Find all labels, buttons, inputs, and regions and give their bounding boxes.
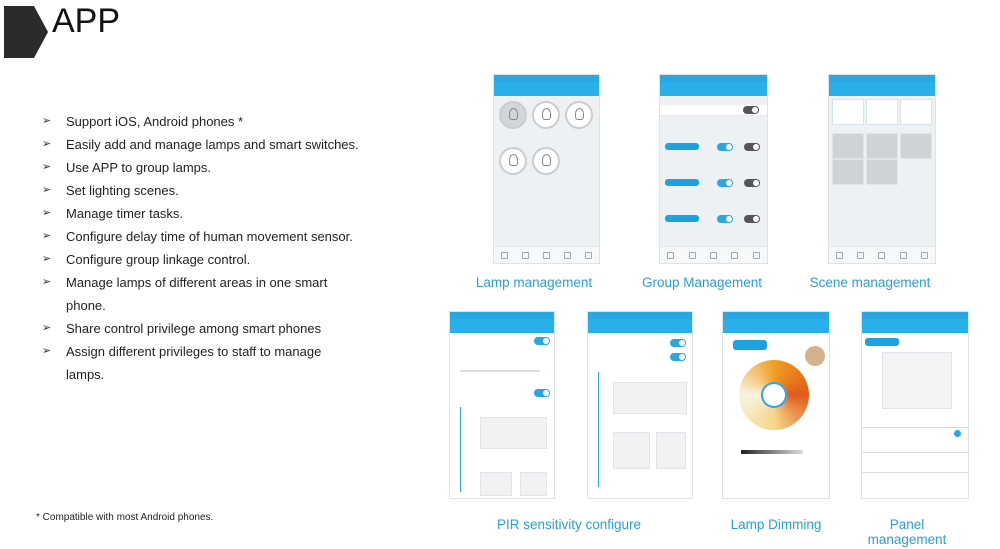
list-item: ➢ Manage timer tasks. [42, 202, 362, 225]
lightbulb-icon [532, 147, 560, 175]
scene-management-screenshot [828, 74, 936, 264]
bullet-icon: ➢ [42, 161, 52, 173]
caption-group-management: Group Management [641, 275, 763, 290]
toggle-switch-icon [743, 106, 759, 114]
toggle-switch-icon [534, 337, 550, 345]
list-item: ➢ Set lighting scenes. [42, 179, 362, 202]
bullet-icon: ➢ [42, 276, 52, 288]
feature-list [42, 110, 362, 386]
list-item: ➢ Support iOS, Android phones * [42, 110, 362, 133]
toggle-switch-icon [717, 179, 733, 187]
list-item: ➢ Manage lamps of different areas in one smart phone. [42, 271, 362, 317]
bullet-icon: ➢ [42, 322, 52, 334]
toggle-switch-icon [670, 339, 686, 347]
panel-management-screenshot [861, 311, 969, 499]
bullet-icon: ➢ [42, 184, 52, 196]
toggle-switch-icon [744, 179, 760, 187]
list-item: ➢ Use APP to group lamps. [42, 156, 362, 179]
toggle-switch-icon [670, 353, 686, 361]
list-item: ➢ Configure group linkage control. [42, 248, 362, 271]
lightbulb-icon [565, 101, 593, 129]
toggle-switch-icon [744, 215, 760, 223]
caption-panel-management: Panel management [867, 517, 947, 547]
bullet-icon: ➢ [42, 207, 52, 219]
lamp-management-screenshot [493, 74, 600, 264]
bullet-icon: ➢ [42, 345, 52, 357]
list-item: ➢ Easily add and manage lamps and smart switches. [42, 133, 362, 156]
list-item: ➢ Assign different privileges to staff to manage lamps. [42, 340, 362, 386]
toggle-switch-icon [534, 389, 550, 397]
caption-lamp-dimming: Lamp Dimming [730, 517, 822, 532]
group-management-screenshot [659, 74, 768, 264]
list-item: ➢ Configure delay time of human movement sensor. [42, 225, 362, 248]
pir-settings-screenshot [449, 311, 555, 499]
bullet-icon: ➢ [42, 253, 52, 265]
pir-config-screenshot [587, 311, 693, 499]
power-icon[interactable] [761, 382, 787, 408]
toggle-switch-icon [717, 143, 733, 151]
page-title: APP [52, 2, 121, 40]
bullet-icon: ➢ [42, 138, 52, 150]
lightbulb-icon [499, 147, 527, 175]
lightbulb-icon [499, 101, 527, 129]
caption-lamp-management: Lamp management [475, 275, 593, 290]
list-item: ➢ Share control privilege among smart phones [42, 317, 362, 340]
lightbulb-icon [532, 101, 560, 129]
toggle-switch-icon [717, 215, 733, 223]
caption-scene-management: Scene management [809, 275, 931, 290]
toggle-switch-icon [744, 143, 760, 151]
bullet-icon: ➢ [42, 230, 52, 242]
bullet-icon: ➢ [42, 115, 52, 127]
header-tab-icon [4, 6, 48, 58]
caption-pir-sensitivity: PIR sensitivity configure [496, 517, 642, 532]
lamp-dimming-screenshot [722, 311, 830, 499]
footnote: * Compatible with most Android phones. [36, 512, 214, 523]
